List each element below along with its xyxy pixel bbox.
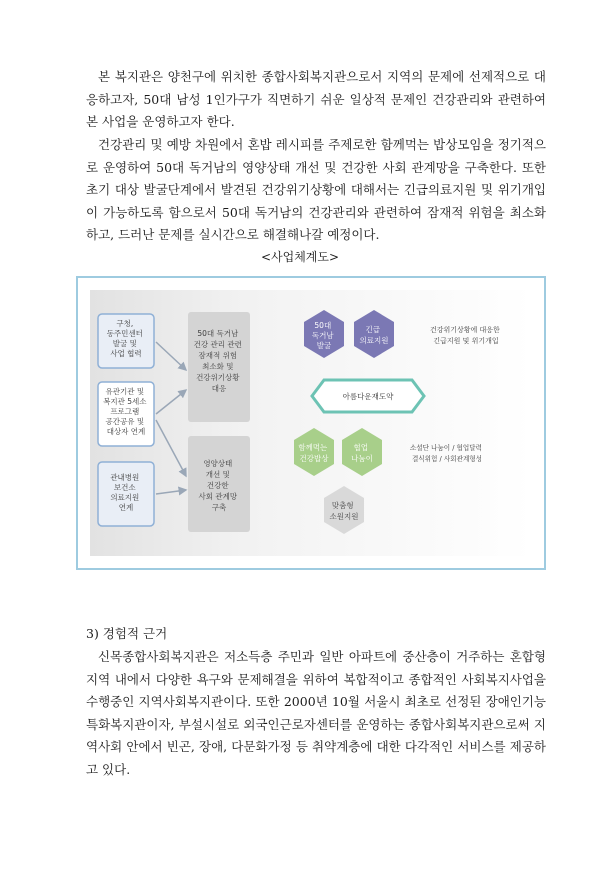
left-box-hospital (98, 462, 154, 526)
left-box-1-line-2: 동주민센터 (106, 329, 143, 338)
side-note-top-line-2: 긴급지원 및 위기개입 (433, 337, 499, 345)
middle-box-2-line-1: 영양상태 (203, 459, 233, 468)
left-box-partners (98, 382, 154, 446)
hex-bottom-line-2: 소원지원 (329, 512, 359, 521)
middle-box-1-line-6: 대응 (211, 384, 227, 393)
hex-bottom-left-line-2: 건강밥상 (299, 454, 329, 463)
business-system-diagram (76, 276, 546, 570)
hex-top-left-line-2: 독거남 (311, 331, 334, 340)
hex-bottom-line-1: 맞춤형 (331, 501, 354, 510)
side-note-bottom-line-2: 결식위험 / 사회관계형성 (411, 455, 483, 463)
plan-paragraph: 건강관리 및 예방 차원에서 혼밥 레시피를 주제로한 함께먹는 밥상모임을 정기적으로 운영하여 50대 독거남의 영양상태 개선 및 건강한 사회 관계망을 구축한다. 또한 초기 대상 발굴단계에서 발견된 건강위기상황에 대해서는 긴급의료지원 및 위기개입이 가능하도록 함으로서 50대 독거남의 건강관리와 관련하여 잠재적 위험을 최소화하고, 드러난 문제를 실시간으로 해결해나갈 예정이다. (86, 137, 546, 243)
left-box-3-line-3: 의료지원 (110, 493, 140, 502)
hex-top-right-line-2: 의료지원 (359, 336, 389, 345)
hex-bottom-right-line-2: 나눔이 (351, 454, 373, 463)
side-note-bottom-line-1: 소셜단 나눔이 / 협업달력 (409, 444, 483, 452)
section-heading: 3) 경험적 근거 (86, 626, 168, 641)
intro-paragraph: 본 복지관은 양천구에 위치한 종합사회복지관으로서 지역의 문제에 선제적으로 대응하고자, 50대 남성 1인가구가 직면하기 쉬운 일상적 문제인 건강관리와 관련하여 본 사업을 운영하고자 한다. (86, 69, 546, 130)
figure-caption: <사업체계도> (260, 250, 340, 264)
left-box-3-line-1: 관내병원 (110, 473, 140, 482)
left-box-1-line-3: 발굴 및 (112, 339, 137, 348)
diagram-canvas (90, 290, 532, 556)
left-box-3-line-2: 보건소 (113, 483, 136, 492)
middle-box-2-line-4: 사회 관계망 (198, 492, 238, 501)
middle-box-1-line-3: 잠재적 위험 (198, 351, 238, 360)
left-box-2-line-4: 공간공유 및 (105, 417, 145, 426)
left-box-2-line-3: 프로그램 (110, 407, 140, 416)
middle-box-2-line-5: 구축 (211, 503, 227, 512)
middle-box-1-line-1: 50대 독거남 (197, 329, 239, 338)
middle-box-1-line-5: 건강위기상황 (196, 373, 240, 382)
middle-box-nutrition (188, 436, 250, 532)
evidence-paragraph: 신목종합사회복지관은 저소득층 주민과 일반 아파트에 중산층이 거주하는 혼합형 지역 내에서 다양한 욕구와 문제해결을 위하여 복합적이고 종합적인 사회복지사업을 수행중인 지역사회복지관이다. 또한 2000년 10월 서울시 최초로 선정된 장애인기능특화복지관이자, 부설시설로 외국인근로자센터를 운영하는 종합사회복지관으로써 지역사회 안에서 빈곤, 장애, 다문화가정 등 취약계층에 대한 다각적인 서비스를 제공하고 있다. (86, 649, 546, 777)
hex-top-left-line-3: 발굴 (316, 341, 332, 350)
middle-box-1-line-4: 최소화 및 (202, 362, 234, 371)
side-note-top-line-1: 건강위기상황에 대응한 (429, 326, 500, 334)
left-box-2-line-1: 유관기관 및 (105, 387, 145, 396)
middle-box-risk (188, 312, 250, 422)
hex-bottom-right-line-1: 협업 (353, 443, 369, 452)
hex-center-label: 아름다운재도약 (342, 392, 394, 401)
middle-box-2-line-3: 건강한 (206, 481, 229, 490)
left-box-3-line-4: 연계 (118, 503, 134, 512)
left-box-district (98, 314, 154, 368)
left-box-1-line-1: 구청, (116, 319, 134, 328)
left-box-2-line-2: 복지관 5세소 (103, 397, 147, 406)
left-box-1-line-4: 사업 협력 (110, 349, 142, 358)
middle-box-1-line-2: 건강 관리 관련 (193, 340, 242, 349)
hex-center (312, 380, 424, 412)
hex-top-right-line-1: 긴급 (365, 325, 381, 334)
hex-top-left-line-1: 50대 (314, 321, 332, 330)
middle-box-2-line-2: 개선 및 (205, 470, 230, 479)
left-box-2-line-5: 대상자 연계 (106, 427, 146, 436)
hex-bottom-left-line-1: 함께먹는 (298, 443, 328, 452)
